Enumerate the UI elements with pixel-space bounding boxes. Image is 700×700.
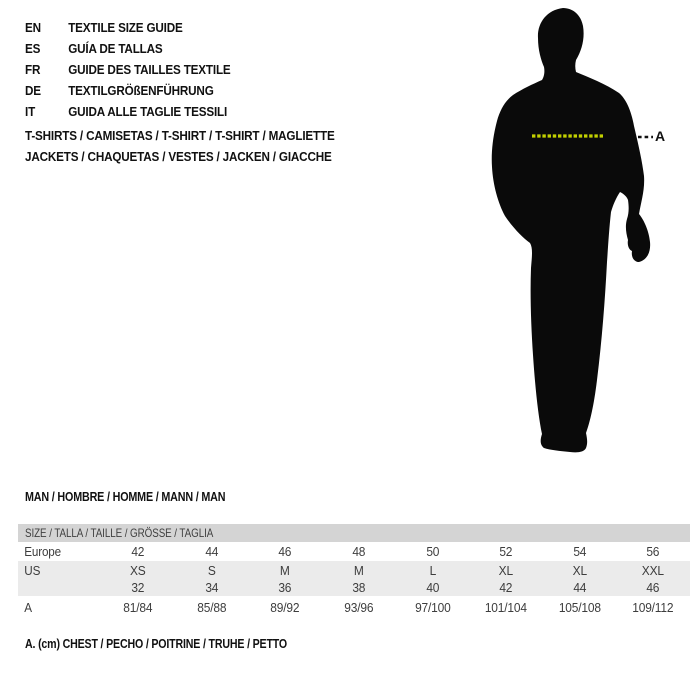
language-list xyxy=(25,17,253,122)
size-value-cell: 34 xyxy=(204,580,218,595)
size-table-header-label: SIZE / TALLA / TAILLE / GRÖSSE / TAGLIA xyxy=(25,526,214,540)
size-value-cell: 105/108 xyxy=(558,599,601,615)
category-line: T-SHIRTS / CAMISETAS / T-SHIRT / T-SHIRT / MAGLIETTE xyxy=(25,128,335,143)
size-value-cell: 46 xyxy=(646,580,660,595)
size-value-cell: M xyxy=(353,562,364,578)
language-label: TEXTILE SIZE GUIDE xyxy=(68,20,183,35)
size-value-cell: L xyxy=(429,562,436,578)
size-table xyxy=(18,524,690,618)
size-value-cell: XXL xyxy=(642,562,665,578)
size-value-cell: M xyxy=(280,562,290,578)
language-label: GUIDA ALLE TAGLIE TESSILI xyxy=(68,104,228,119)
language-code: EN xyxy=(25,20,41,35)
size-value-cell: 81/84 xyxy=(123,599,153,615)
size-value-cell: XL xyxy=(572,562,587,578)
size-value-cell: 52 xyxy=(499,544,513,559)
language-row-it xyxy=(25,101,231,122)
size-value-cell: 36 xyxy=(278,580,292,595)
size-value-cell: S xyxy=(207,562,216,578)
size-value-cell: 44 xyxy=(573,580,587,595)
size-value-cell: XL xyxy=(498,562,514,578)
category-line: JACKETS / CHAQUETAS / VESTES / JACKEN / GIACCHE xyxy=(25,148,332,164)
size-value-cell: 42 xyxy=(131,544,145,559)
size-value-cell: 93/96 xyxy=(344,599,374,615)
size-value-cell: 97/100 xyxy=(414,599,451,615)
size-value-cell: 40 xyxy=(425,580,439,595)
language-code: FR xyxy=(25,62,41,77)
size-value-cell: XS xyxy=(130,562,146,578)
size-value-cell: 101/104 xyxy=(484,599,527,615)
size-value-cell: 85/88 xyxy=(196,599,226,615)
size-value-cell: 44 xyxy=(204,544,218,559)
language-code: IT xyxy=(25,104,36,119)
language-row-fr xyxy=(25,59,231,80)
language-code: ES xyxy=(25,41,41,56)
size-value-cell: 32 xyxy=(131,580,145,595)
size-value-cell: 46 xyxy=(278,544,292,559)
size-table-row-a xyxy=(18,596,690,618)
row-label: US xyxy=(24,562,41,578)
size-table-row-europe xyxy=(18,542,690,561)
size-value-cell: 89/92 xyxy=(270,599,300,615)
size-value-cell: 48 xyxy=(352,544,366,559)
size-table-row-us xyxy=(18,561,690,579)
size-table-rows xyxy=(18,542,690,618)
language-code: DE xyxy=(25,83,41,98)
row-label: A xyxy=(24,599,32,615)
man-silhouette-figure xyxy=(480,0,700,470)
row-label: Europe xyxy=(24,544,61,559)
language-label: TEXTILGRÖßENFÜHRUNG xyxy=(68,83,214,98)
size-value-cell: 50 xyxy=(425,544,439,559)
man-silhouette xyxy=(492,8,650,452)
language-label: GUIDE DES TAILLES TEXTILE xyxy=(68,62,231,77)
category-list xyxy=(25,126,369,167)
measure-label-a: A xyxy=(655,128,666,144)
size-table-header xyxy=(18,524,690,542)
measurement-footnote: A. (cm) CHEST / PECHO / POITRINE / TRUHE / PETTO xyxy=(25,637,288,651)
size-value-cell: 54 xyxy=(573,544,587,559)
size-table-row xyxy=(18,579,690,596)
language-row-de xyxy=(25,80,231,101)
size-value-cell: 56 xyxy=(646,544,660,559)
language-row-en xyxy=(25,17,231,38)
size-value-cell: 42 xyxy=(499,580,513,595)
language-label: GUÍA DE TALLAS xyxy=(68,41,163,56)
section-title: MAN / HOMBRE / HOMME / MANN / MAN xyxy=(25,490,226,504)
language-row-es xyxy=(25,38,231,59)
size-value-cell: 38 xyxy=(352,580,366,595)
size-value-cell: 109/112 xyxy=(632,599,674,615)
